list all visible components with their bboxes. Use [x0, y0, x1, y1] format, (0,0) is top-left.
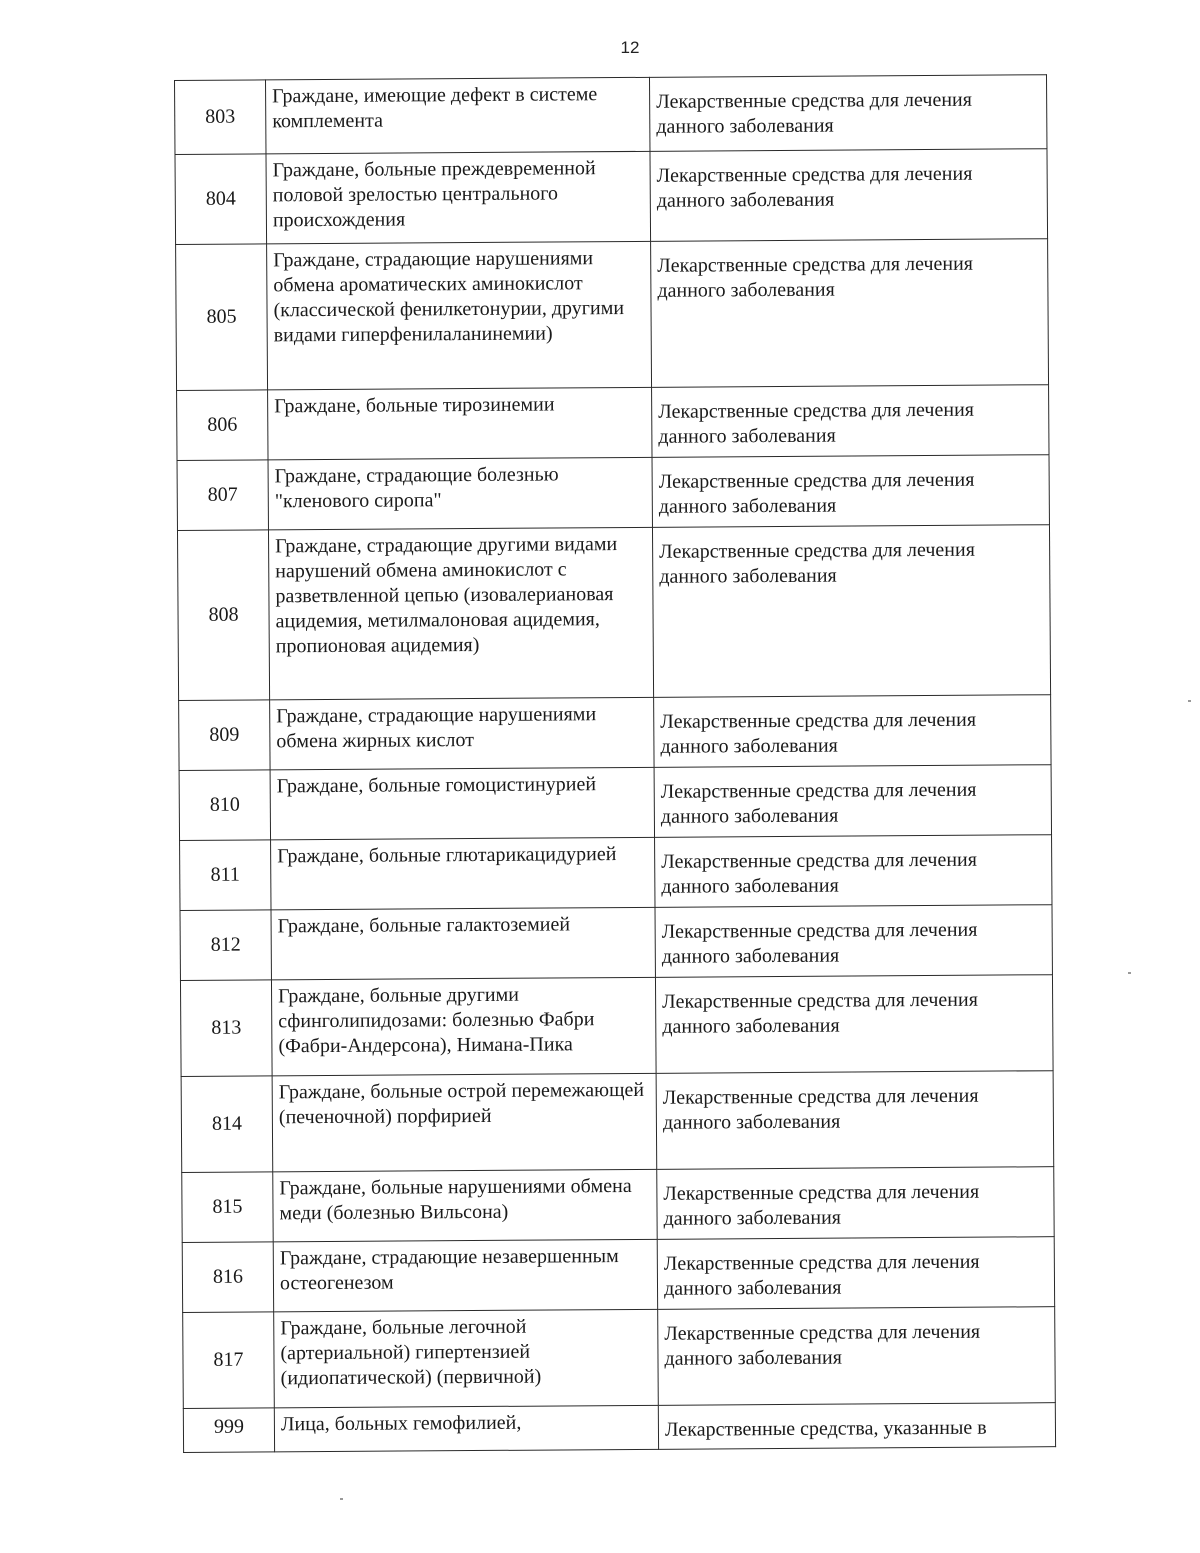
row-description: Граждане, больные легочной (артериальной) гипертензией (идиопатической) (первичной) [274, 1309, 659, 1408]
row-medication: Лекарственные средства для лечения данного заболевания [657, 1167, 1054, 1240]
row-description: Граждане, больные острой перемежающей (печеночной) порфирией [272, 1073, 657, 1172]
row-medication: Лекарственные средства для лечения данного заболевания [655, 835, 1052, 908]
row-medication: Лекарственные средства для лечения данного заболевания [652, 525, 1050, 698]
row-description: Лица, больных гемофилией, [274, 1405, 658, 1452]
table-row [180, 835, 1052, 911]
row-medication: Лекарственные средства для лечения данного заболевания [655, 975, 1053, 1074]
table-row [181, 1071, 1054, 1173]
row-description: Граждане, больные нарушениями обмена меди (болезнью Вильсона) [273, 1169, 657, 1242]
table-row [179, 695, 1051, 771]
row-code: 808 [177, 530, 269, 701]
row-code: 804 [175, 154, 267, 245]
table-row [180, 905, 1052, 981]
row-description: Граждане, страдающие нарушениями обмена ароматических аминокислот (классической фенилкетонурии, другими видами гиперфенилаланинемии) [267, 241, 652, 390]
table-row [179, 765, 1051, 841]
row-medication: Лекарственные средства для лечения данного заболевания [650, 149, 1048, 242]
scan-speck [1188, 700, 1191, 702]
page-number: 12 [620, 38, 640, 57]
row-description: Граждане, больные галактоземией [271, 907, 655, 980]
row-code: 809 [179, 700, 270, 771]
row-code: 813 [180, 980, 272, 1077]
row-description: Граждане, больные гомоцистинурией [270, 767, 654, 840]
table-row [177, 455, 1049, 531]
table-row [175, 75, 1047, 155]
scan-speck [340, 1498, 343, 1500]
table-row [183, 1403, 1055, 1453]
row-description: Граждане, страдающие другими видами нарушений обмена аминокислот с разветвленной цепью (изовалериановая ацидемия, метилмалоновая ацидемия, пропионовая ацидемия) [268, 527, 653, 700]
row-medication: Лекарственные средства для лечения данного заболевания [654, 695, 1051, 768]
row-code: 806 [177, 390, 268, 461]
row-description: Граждане, больные преждевременной половой зрелостью центрального происхождения [266, 151, 651, 244]
row-medication: Лекарственные средства для лечения данного заболевания [657, 1237, 1054, 1310]
row-description: Граждане, больные глютарикацидурией [271, 837, 655, 910]
row-medication: Лекарственные средства для лечения данного заболевания [655, 905, 1052, 978]
row-description: Граждане, страдающие незавершенным остеогенезом [273, 1239, 657, 1312]
table-row [183, 1307, 1056, 1409]
table-row [180, 975, 1053, 1077]
row-code: 810 [179, 770, 270, 841]
row-description: Граждане, имеющие дефект в системе комплемента [266, 77, 650, 154]
table-row [182, 1237, 1054, 1313]
row-code: 805 [176, 244, 268, 391]
row-medication: Лекарственные средства для лечения данного заболевания [652, 455, 1049, 528]
row-medication: Лекарственные средства для лечения данного заболевания [649, 75, 1046, 152]
row-code: 812 [180, 910, 271, 981]
benefits-table [174, 74, 1056, 1453]
row-description: Граждане, страдающие нарушениями обмена жирных кислот [270, 697, 654, 770]
table-row [175, 149, 1048, 245]
row-code: 817 [183, 1312, 275, 1409]
table-row [177, 385, 1049, 461]
row-medication: Лекарственные средства для лечения данного заболевания [658, 1307, 1056, 1406]
scan-speck [1128, 972, 1131, 974]
row-description: Граждане, больные тирозинемии [268, 387, 652, 460]
row-medication: Лекарственные средства для лечения данного заболевания [656, 1071, 1054, 1170]
row-code: 814 [181, 1076, 273, 1173]
row-medication: Лекарственные средства для лечения данного заболевания [651, 239, 1049, 388]
row-code: 811 [180, 840, 271, 911]
table-row [176, 239, 1049, 391]
table-row [182, 1167, 1054, 1243]
row-code: 816 [182, 1242, 273, 1313]
row-description: Граждане, страдающие болезнью "кленового сиропа" [268, 457, 652, 530]
row-code: 999 [183, 1408, 274, 1453]
row-code: 803 [175, 80, 266, 155]
row-medication: Лекарственные средства, указанные в [658, 1403, 1055, 1450]
row-medication: Лекарственные средства для лечения данного заболевания [652, 385, 1049, 458]
row-medication: Лекарственные средства для лечения данного заболевания [654, 765, 1051, 838]
row-code: 815 [182, 1172, 273, 1243]
row-description: Граждане, больные другими сфинголипидозами: болезнью Фабри (Фабри-Андерсона), Нимана-Пика [271, 977, 656, 1076]
row-code: 807 [177, 460, 268, 531]
table-row [177, 525, 1050, 701]
